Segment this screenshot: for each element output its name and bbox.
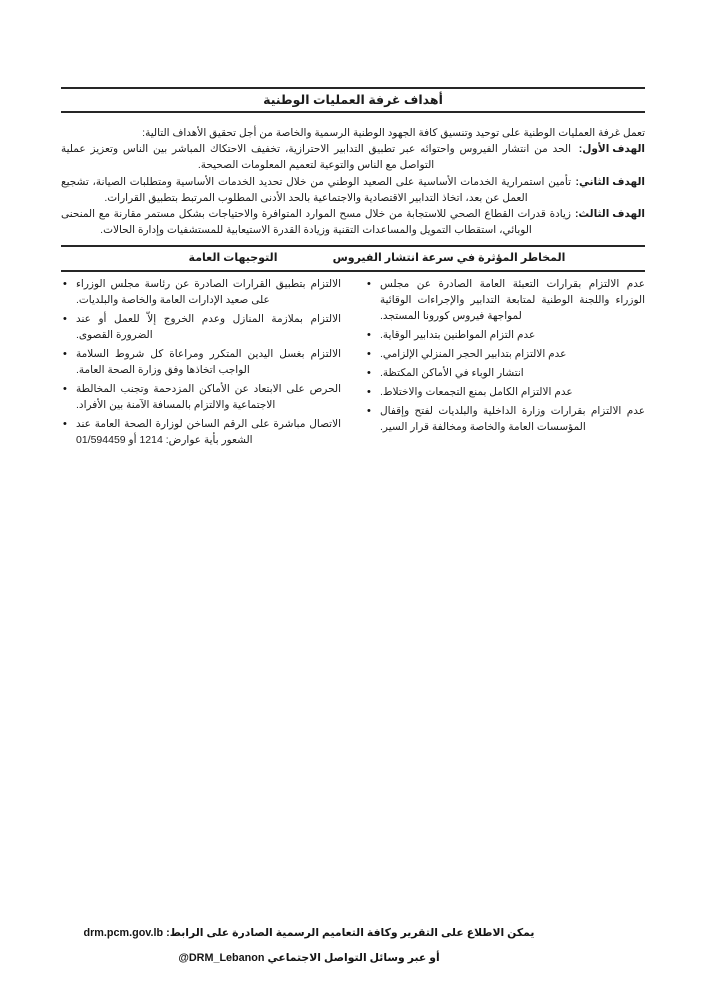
directives-column-header: التوجيهات العامة (188, 252, 278, 265)
directive-item-text: الالتزام بتطبيق القرارات الصادرة عن رئاسة مجلس الوزراء على صعيد الإدارات العامة والخاصة والبلديات. (76, 278, 341, 307)
page-title: أهداف غرفة العمليات الوطنية (263, 93, 443, 107)
directive-item-text: الاتصال مباشرة على الرقم الساخن لوزارة الصحة العامة عند الشعور بأية عوارض: 1214 أو 01/594459 (76, 418, 341, 447)
list-item (63, 276, 341, 308)
directive-item-text: الحرص على الابتعاد عن الأماكن المزدحمة وتجنب المخالطة الاجتماعية والالتزام بالمسافة الآمنة بين الأفراد. (76, 383, 341, 412)
directive-item-text: الالتزام بملازمة المنازل وعدم الخروج إلاّ للعمل أو عند الضرورة القصوى. (76, 313, 341, 342)
risks-column (363, 276, 645, 451)
bullet-icon: • (367, 348, 371, 361)
intro-paragraph: تعمل غرفة العمليات الوطنية على توحيد وتنسيق كافة الجهود الوطنية الرسمية والخاصة من أجل تحقيق الأهداف التالية: (142, 127, 645, 139)
title-band (61, 87, 645, 113)
directives-column (61, 276, 349, 451)
goal-3-text: زيادة قدرات القطاع الصحي للاستجابة من خلال مسح الموارد المتوافرة والاحتياجات بشكل مستمر مقارنة مع المنحنى الوبائي، استقطاب التمويل والمساعدات التقنية وزيادة القدرة الاستيعابية للمستشفيات وإدارة الحالات. (61, 208, 571, 237)
risk-item-text: عدم التزام المواطنين بتدابير الوقاية. (380, 329, 536, 342)
bullet-icon: • (367, 329, 371, 342)
goal-row-3 (61, 206, 645, 238)
bullet-icon: • (367, 367, 371, 380)
goal-2-label: الهدف الثاني: (575, 175, 645, 188)
risk-item-text: عدم الالتزام الكامل بمنع التجمعات والاختلاط. (380, 386, 573, 399)
goal-1-label: الهدف الأول: (578, 143, 645, 156)
bullet-icon: • (367, 405, 371, 418)
risks-column-header: المخاطر المؤثرة في سرعة انتشار الفيروس (332, 252, 566, 265)
bullet-icon: • (63, 383, 67, 396)
page-footer (0, 921, 706, 971)
list-item (367, 365, 645, 381)
footer-report-line (0, 921, 618, 946)
bullet-icon: • (63, 313, 67, 326)
list-item (63, 346, 341, 378)
list-item (367, 384, 645, 400)
list-item (367, 276, 645, 324)
table-body (61, 276, 645, 451)
list-item (63, 381, 341, 413)
goal-2-text: تأمين استمرارية الخدمات الأساسية على الصعيد الوطني من خلال تحديد الخدمات الأساسية ومتطلبات الصيانة، تشجيع العمل عن بعد، اتخاذ التدابير الاقتصادية والاجتماعية بالحد الأدنى المطلوب المرتبط بتطبيق القرارات. (61, 175, 571, 204)
goal-row-1 (61, 141, 645, 173)
list-item (63, 311, 341, 343)
bullet-icon: • (367, 386, 371, 399)
risk-item-text: انتشار الوباء في الأماكن المكتظة. (380, 367, 524, 380)
bullet-icon: • (63, 278, 67, 291)
directive-item-text: الالتزام بغسل اليدين المتكرر ومراعاة كل شروط السلامة الواجب اتخاذها وفق وزارة الصحة العامة. (76, 348, 341, 377)
bullet-icon: • (367, 278, 371, 291)
list-item (367, 346, 645, 362)
directives-list (63, 276, 341, 448)
risk-item-text: عدم الالتزام بتدابير الحجر المنزلي الإلزامي. (380, 348, 567, 361)
bullet-icon: • (63, 418, 67, 431)
risk-item-text: عدم الالتزام بقرارات وزارة الداخلية والبلديات لفتح وإقفال المؤسسات العامة والخاصة ومخالفة قرار السير. (380, 405, 645, 434)
risks-list (367, 276, 645, 435)
list-item (367, 403, 645, 435)
goal-row-2 (61, 174, 645, 206)
goals-list (61, 141, 645, 238)
footer-social-text: أو عبر وسائل التواصل الاجتماعي (267, 952, 440, 964)
footer-report-text: يمكن الاطلاع على التقرير وكافة التعاميم الرسمية الصادرة على الرابط: (166, 927, 535, 939)
list-item (367, 327, 645, 343)
goal-3-label: الهدف الثالث: (575, 208, 645, 221)
risk-item-text: عدم الالتزام بقرارات التعبئة العامة الصادرة عن مجلس الوزراء واللجنة الوطنية لمتابعة التدابير والإجراءات الوقائية لمواجهة فيروس كورونا المستجد. (380, 278, 645, 323)
report-link[interactable]: drm.pcm.gov.lb (83, 927, 164, 939)
list-item (63, 416, 341, 448)
bullet-icon: • (63, 348, 67, 361)
table-header-band (61, 245, 645, 272)
goal-1-text: الحد من انتشار الفيروس واحتوائه عبر تطبيق التدابير الاحترازية، تخفيف الاحتكاك المباشر بين الناس وتعزيز عملية التواصل مع الناس والتوعية لتعميم المعلومات الصحيحة. (61, 143, 571, 172)
social-handle-link[interactable]: @DRM_Lebanon (178, 952, 265, 964)
footer-social-line (0, 946, 618, 971)
